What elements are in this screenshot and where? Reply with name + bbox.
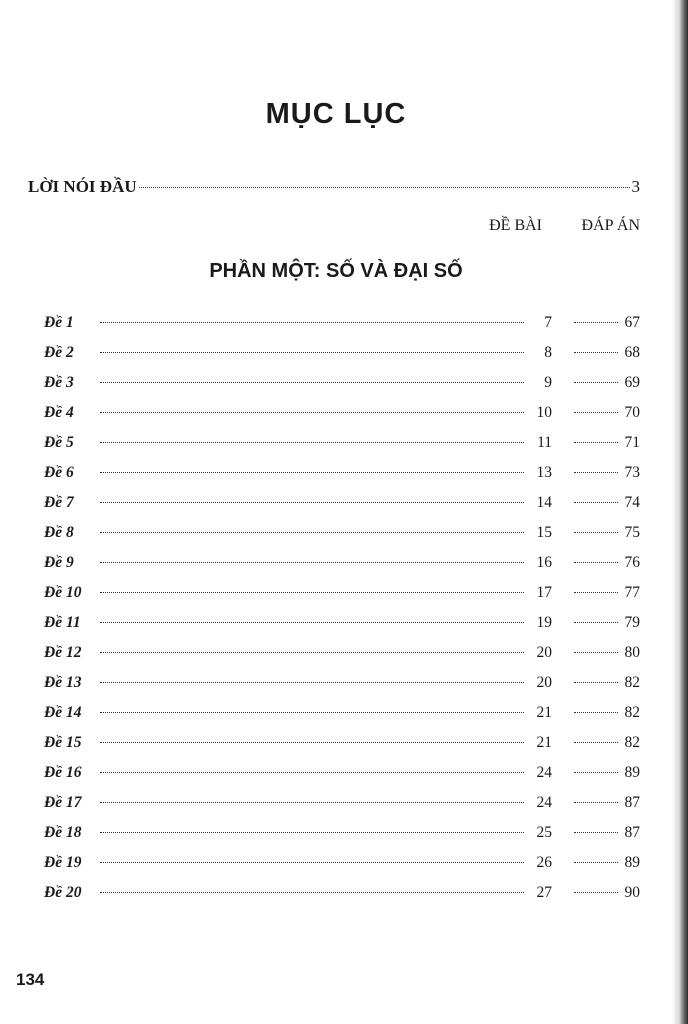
toc-row	[44, 734, 640, 764]
leader-dots	[100, 322, 524, 323]
entry-answer-page: 71	[624, 434, 640, 451]
leader-dots	[100, 742, 524, 743]
entry-name: Đề 8	[44, 524, 74, 541]
leader-dots	[100, 832, 524, 833]
entry-name: Đề 20	[44, 884, 82, 901]
toc-row	[44, 704, 640, 734]
entry-answer-page: 73	[624, 464, 640, 481]
answer-leader-dots	[574, 412, 618, 413]
entry-page: 15	[536, 524, 552, 541]
entry-name: Đề 2	[44, 344, 74, 361]
answer-leader-dots	[574, 382, 618, 383]
leader-dots	[100, 772, 524, 773]
answer-leader-dots	[574, 562, 618, 563]
entry-page: 19	[536, 614, 552, 631]
entry-answer-page: 69	[624, 374, 640, 391]
entry-page: 20	[536, 674, 552, 691]
entry-page: 17	[536, 584, 552, 601]
page-number: 134	[16, 970, 45, 989]
toc-row	[44, 794, 640, 824]
entry-answer-page: 82	[624, 674, 640, 691]
leader-dots	[139, 187, 630, 188]
answer-leader-dots	[574, 682, 618, 683]
entry-page: 16	[536, 554, 552, 571]
toc-row	[44, 494, 640, 524]
answer-leader-dots	[574, 622, 618, 623]
toc-row	[44, 674, 640, 704]
preface-label: LỜI NÓI ĐẦU	[28, 177, 137, 196]
entry-name: Đề 11	[44, 614, 81, 631]
entry-page: 21	[536, 704, 552, 721]
entry-page: 10	[536, 404, 552, 421]
answer-leader-dots	[574, 442, 618, 443]
entry-page: 25	[536, 824, 552, 841]
answer-leader-dots	[574, 892, 618, 893]
entry-name: Đề 13	[44, 674, 82, 691]
entry-page: 21	[536, 734, 552, 751]
toc-list	[44, 314, 640, 914]
entry-name: Đề 19	[44, 854, 82, 871]
entry-answer-page: 67	[624, 314, 640, 331]
toc-row	[44, 614, 640, 644]
answer-leader-dots	[574, 322, 618, 323]
entry-name: Đề 3	[44, 374, 74, 391]
entry-page: 9	[544, 374, 552, 391]
answer-leader-dots	[574, 532, 618, 533]
answer-leader-dots	[574, 742, 618, 743]
answer-leader-dots	[574, 712, 618, 713]
entry-answer-page: 87	[624, 794, 640, 811]
leader-dots	[100, 652, 524, 653]
answer-leader-dots	[574, 802, 618, 803]
toc-row	[44, 404, 640, 434]
entry-name: Đề 16	[44, 764, 82, 781]
page-title: MỤC LỤC	[265, 98, 407, 130]
entry-answer-page: 89	[624, 764, 640, 781]
entry-page: 26	[536, 854, 552, 871]
entry-name: Đề 9	[44, 554, 74, 571]
column-header-answers: ĐÁP ÁN	[581, 217, 640, 234]
leader-dots	[100, 622, 524, 623]
entry-name: Đề 1	[44, 314, 74, 331]
page-edge-shadow	[672, 0, 688, 1024]
entry-answer-page: 90	[624, 884, 640, 901]
toc-row	[44, 854, 640, 884]
column-header-problems: ĐỀ BÀI	[489, 217, 542, 234]
answer-leader-dots	[574, 352, 618, 353]
leader-dots	[100, 352, 524, 353]
toc-row	[44, 374, 640, 404]
answer-leader-dots	[574, 652, 618, 653]
entry-page: 14	[536, 494, 552, 511]
leader-dots	[100, 802, 524, 803]
answer-leader-dots	[574, 772, 618, 773]
entry-answer-page: 68	[624, 344, 640, 361]
answer-leader-dots	[574, 832, 618, 833]
entry-answer-page: 80	[624, 644, 640, 661]
entry-page: 27	[536, 884, 552, 901]
entry-answer-page: 87	[624, 824, 640, 841]
entry-name: Đề 4	[44, 404, 74, 421]
entry-name: Đề 6	[44, 464, 74, 481]
entry-answer-page: 79	[624, 614, 640, 631]
leader-dots	[100, 682, 524, 683]
entry-page: 24	[536, 764, 552, 781]
entry-answer-page: 75	[624, 524, 640, 541]
toc-row	[44, 344, 640, 374]
answer-leader-dots	[574, 862, 618, 863]
entry-answer-page: 89	[624, 854, 640, 871]
entry-page: 8	[544, 344, 552, 361]
entry-answer-page: 74	[624, 494, 640, 511]
entry-name: Đề 17	[44, 794, 82, 811]
toc-row	[44, 824, 640, 854]
preface-page: 3	[631, 177, 640, 196]
leader-dots	[100, 442, 524, 443]
entry-name: Đề 10	[44, 584, 82, 601]
entry-name: Đề 12	[44, 644, 82, 661]
preface-entry	[28, 177, 640, 197]
section-title: PHẦN MỘT: SỐ VÀ ĐẠI SỐ	[209, 260, 463, 282]
entry-page: 13	[536, 464, 552, 481]
leader-dots	[100, 562, 524, 563]
entry-name: Đề 14	[44, 704, 82, 721]
leader-dots	[100, 712, 524, 713]
leader-dots	[100, 382, 524, 383]
entry-answer-page: 70	[624, 404, 640, 421]
leader-dots	[100, 892, 524, 893]
toc-row	[44, 884, 640, 914]
entry-answer-page: 82	[624, 704, 640, 721]
leader-dots	[100, 502, 524, 503]
entry-name: Đề 7	[44, 494, 74, 511]
toc-row	[44, 584, 640, 614]
answer-leader-dots	[574, 502, 618, 503]
leader-dots	[100, 862, 524, 863]
leader-dots	[100, 532, 524, 533]
answer-leader-dots	[574, 592, 618, 593]
entry-name: Đề 18	[44, 824, 82, 841]
entry-page: 24	[536, 794, 552, 811]
entry-answer-page: 76	[624, 554, 640, 571]
entry-page: 20	[536, 644, 552, 661]
toc-row	[44, 434, 640, 464]
entry-page: 11	[537, 434, 552, 451]
leader-dots	[100, 412, 524, 413]
answer-leader-dots	[574, 472, 618, 473]
toc-row	[44, 554, 640, 584]
entry-answer-page: 82	[624, 734, 640, 751]
toc-row	[44, 464, 640, 494]
toc-row	[44, 644, 640, 674]
toc-row	[44, 764, 640, 794]
toc-row	[44, 524, 640, 554]
entry-name: Đề 15	[44, 734, 82, 751]
entry-answer-page: 77	[624, 584, 640, 601]
entry-page: 7	[544, 314, 552, 331]
leader-dots	[100, 472, 524, 473]
toc-row	[44, 314, 640, 344]
leader-dots	[100, 592, 524, 593]
entry-name: Đề 5	[44, 434, 74, 451]
